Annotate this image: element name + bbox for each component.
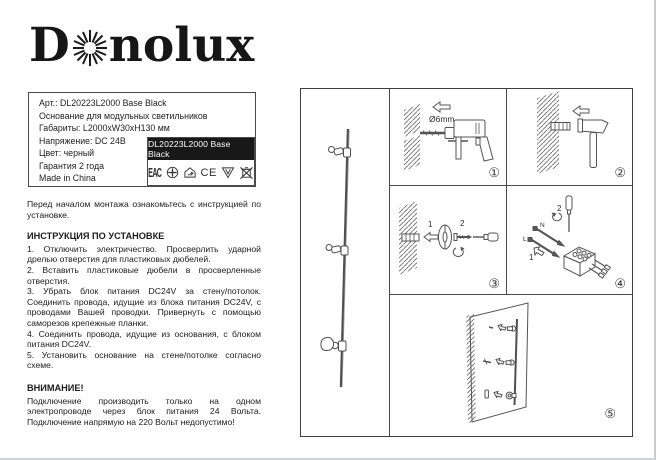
starburst-icon	[68, 26, 112, 70]
step-badge-1: ①	[488, 165, 500, 180]
direction-arrow-icon	[573, 106, 589, 116]
product-color: Цвет: черный	[39, 148, 95, 159]
label-2: 2	[557, 204, 562, 213]
dowel-icon	[402, 234, 419, 241]
product-dims: Габариты: L2000xW30xH130 мм	[39, 123, 170, 134]
instructions-title: ИНСТРУКЦИЯ ПО УСТАНОВКЕ	[27, 231, 165, 242]
hammer-icon	[578, 119, 608, 168]
rod-mount-top	[329, 147, 351, 158]
step3-panel	[390, 186, 506, 294]
direction-arrow-icon	[424, 233, 438, 242]
product-article: Арт.: DL20223L2000 Base Black	[39, 98, 167, 108]
product-origin: Made in China	[39, 173, 96, 184]
product-info-box	[28, 92, 256, 187]
step-1: 1. Отключить электричество. Просверлить ударной дрелью отверстия для пластиковых дюбелей.	[27, 243, 261, 265]
brand-logo	[29, 18, 254, 73]
wall-hatch	[404, 104, 420, 137]
step5-panel	[390, 295, 632, 436]
house-arrow-icon	[183, 166, 197, 179]
step-2: 2. Вставить пластиковые дюбели в просверленные отверстия.	[27, 264, 261, 286]
instruction-text-column	[27, 199, 261, 427]
eac-mark-icon: ЕАС	[148, 165, 162, 180]
screw-icon	[454, 234, 471, 241]
screw-circle-icon	[166, 166, 179, 179]
triangle-v-icon	[221, 166, 235, 179]
product-warranty: Гарантия 2 года	[39, 160, 105, 171]
direction-arrow-icon	[534, 247, 544, 256]
installation-diagram	[300, 88, 633, 437]
product-rod-panel	[301, 89, 389, 436]
label-n: N	[540, 222, 545, 229]
wall-mount-diagram	[390, 295, 632, 436]
terminal-block-icon	[564, 247, 610, 278]
mount-point-top	[489, 325, 516, 332]
logo-text-nolux: nolux	[108, 18, 255, 73]
logo-text-d: D	[29, 18, 70, 73]
certification-icons	[148, 160, 254, 185]
step4-panel	[507, 186, 632, 294]
hammer-diagram	[507, 89, 632, 185]
step2-panel	[507, 89, 632, 185]
mount-point-bottom	[485, 390, 516, 399]
screwdriver-icon	[566, 196, 572, 232]
label-2: 2	[460, 219, 465, 228]
mount-point-middle	[483, 359, 514, 366]
ce-mark-icon: CE	[200, 166, 217, 179]
wall-hatch	[404, 135, 420, 171]
product-voltage: Напряжение: DC 24В	[39, 135, 126, 146]
warning-title: ВНИМАНИЕ!	[27, 382, 84, 393]
step-badge-3: ③	[488, 276, 500, 291]
step-3: 3. Убрать блок питания DC24V за стену/потолок. Соединить провода, идущие из блока питания DC24V, с проводами Вашей проводки. Привернуть с помощью саморезов крепежные планки.	[27, 286, 261, 328]
screwdriver-icon	[473, 233, 498, 241]
step-5: 5. Установить основание на стене/потолке согласно схеме.	[27, 349, 261, 371]
label-l: L	[523, 236, 527, 243]
wall-hatch	[537, 91, 559, 174]
step-badge-4: ④	[614, 276, 626, 291]
intro-paragraph: Перед началом монтажа ознакомьтесь с инструкцией по установке.	[27, 199, 261, 220]
product-desc: Основание для модульных светильников	[39, 110, 208, 121]
warning-text: Подключение производить только на одном электропроводе через блок питания 24 Вольта. Подключение напрямую на 220 Вольт недопустимо!	[27, 395, 261, 427]
direction-arrow-icon	[433, 102, 450, 112]
drill-icon	[420, 120, 493, 161]
rod-line	[515, 319, 518, 405]
rod-mount-middle	[326, 245, 348, 256]
label-and-certs-box	[147, 137, 255, 186]
canopy-disc-icon	[439, 225, 452, 249]
model-label: DL20223L2000 Base Black	[148, 138, 254, 160]
rod-illustration	[301, 89, 389, 436]
step1-panel	[390, 89, 506, 185]
label-1: 1	[428, 220, 433, 229]
step-badge-2: ②	[614, 165, 626, 180]
label-1: 1	[529, 253, 534, 262]
wiring-diagram	[507, 186, 632, 294]
dowel-icon	[551, 123, 570, 131]
step-4: 4. Соединить провода, идущие из основания, с блоком питания DC24V.	[27, 328, 261, 350]
crossed-bin-icon	[239, 166, 254, 180]
drill-diameter-label: Ø6mm	[429, 114, 455, 124]
step-badge-5: ⑤	[604, 406, 616, 421]
